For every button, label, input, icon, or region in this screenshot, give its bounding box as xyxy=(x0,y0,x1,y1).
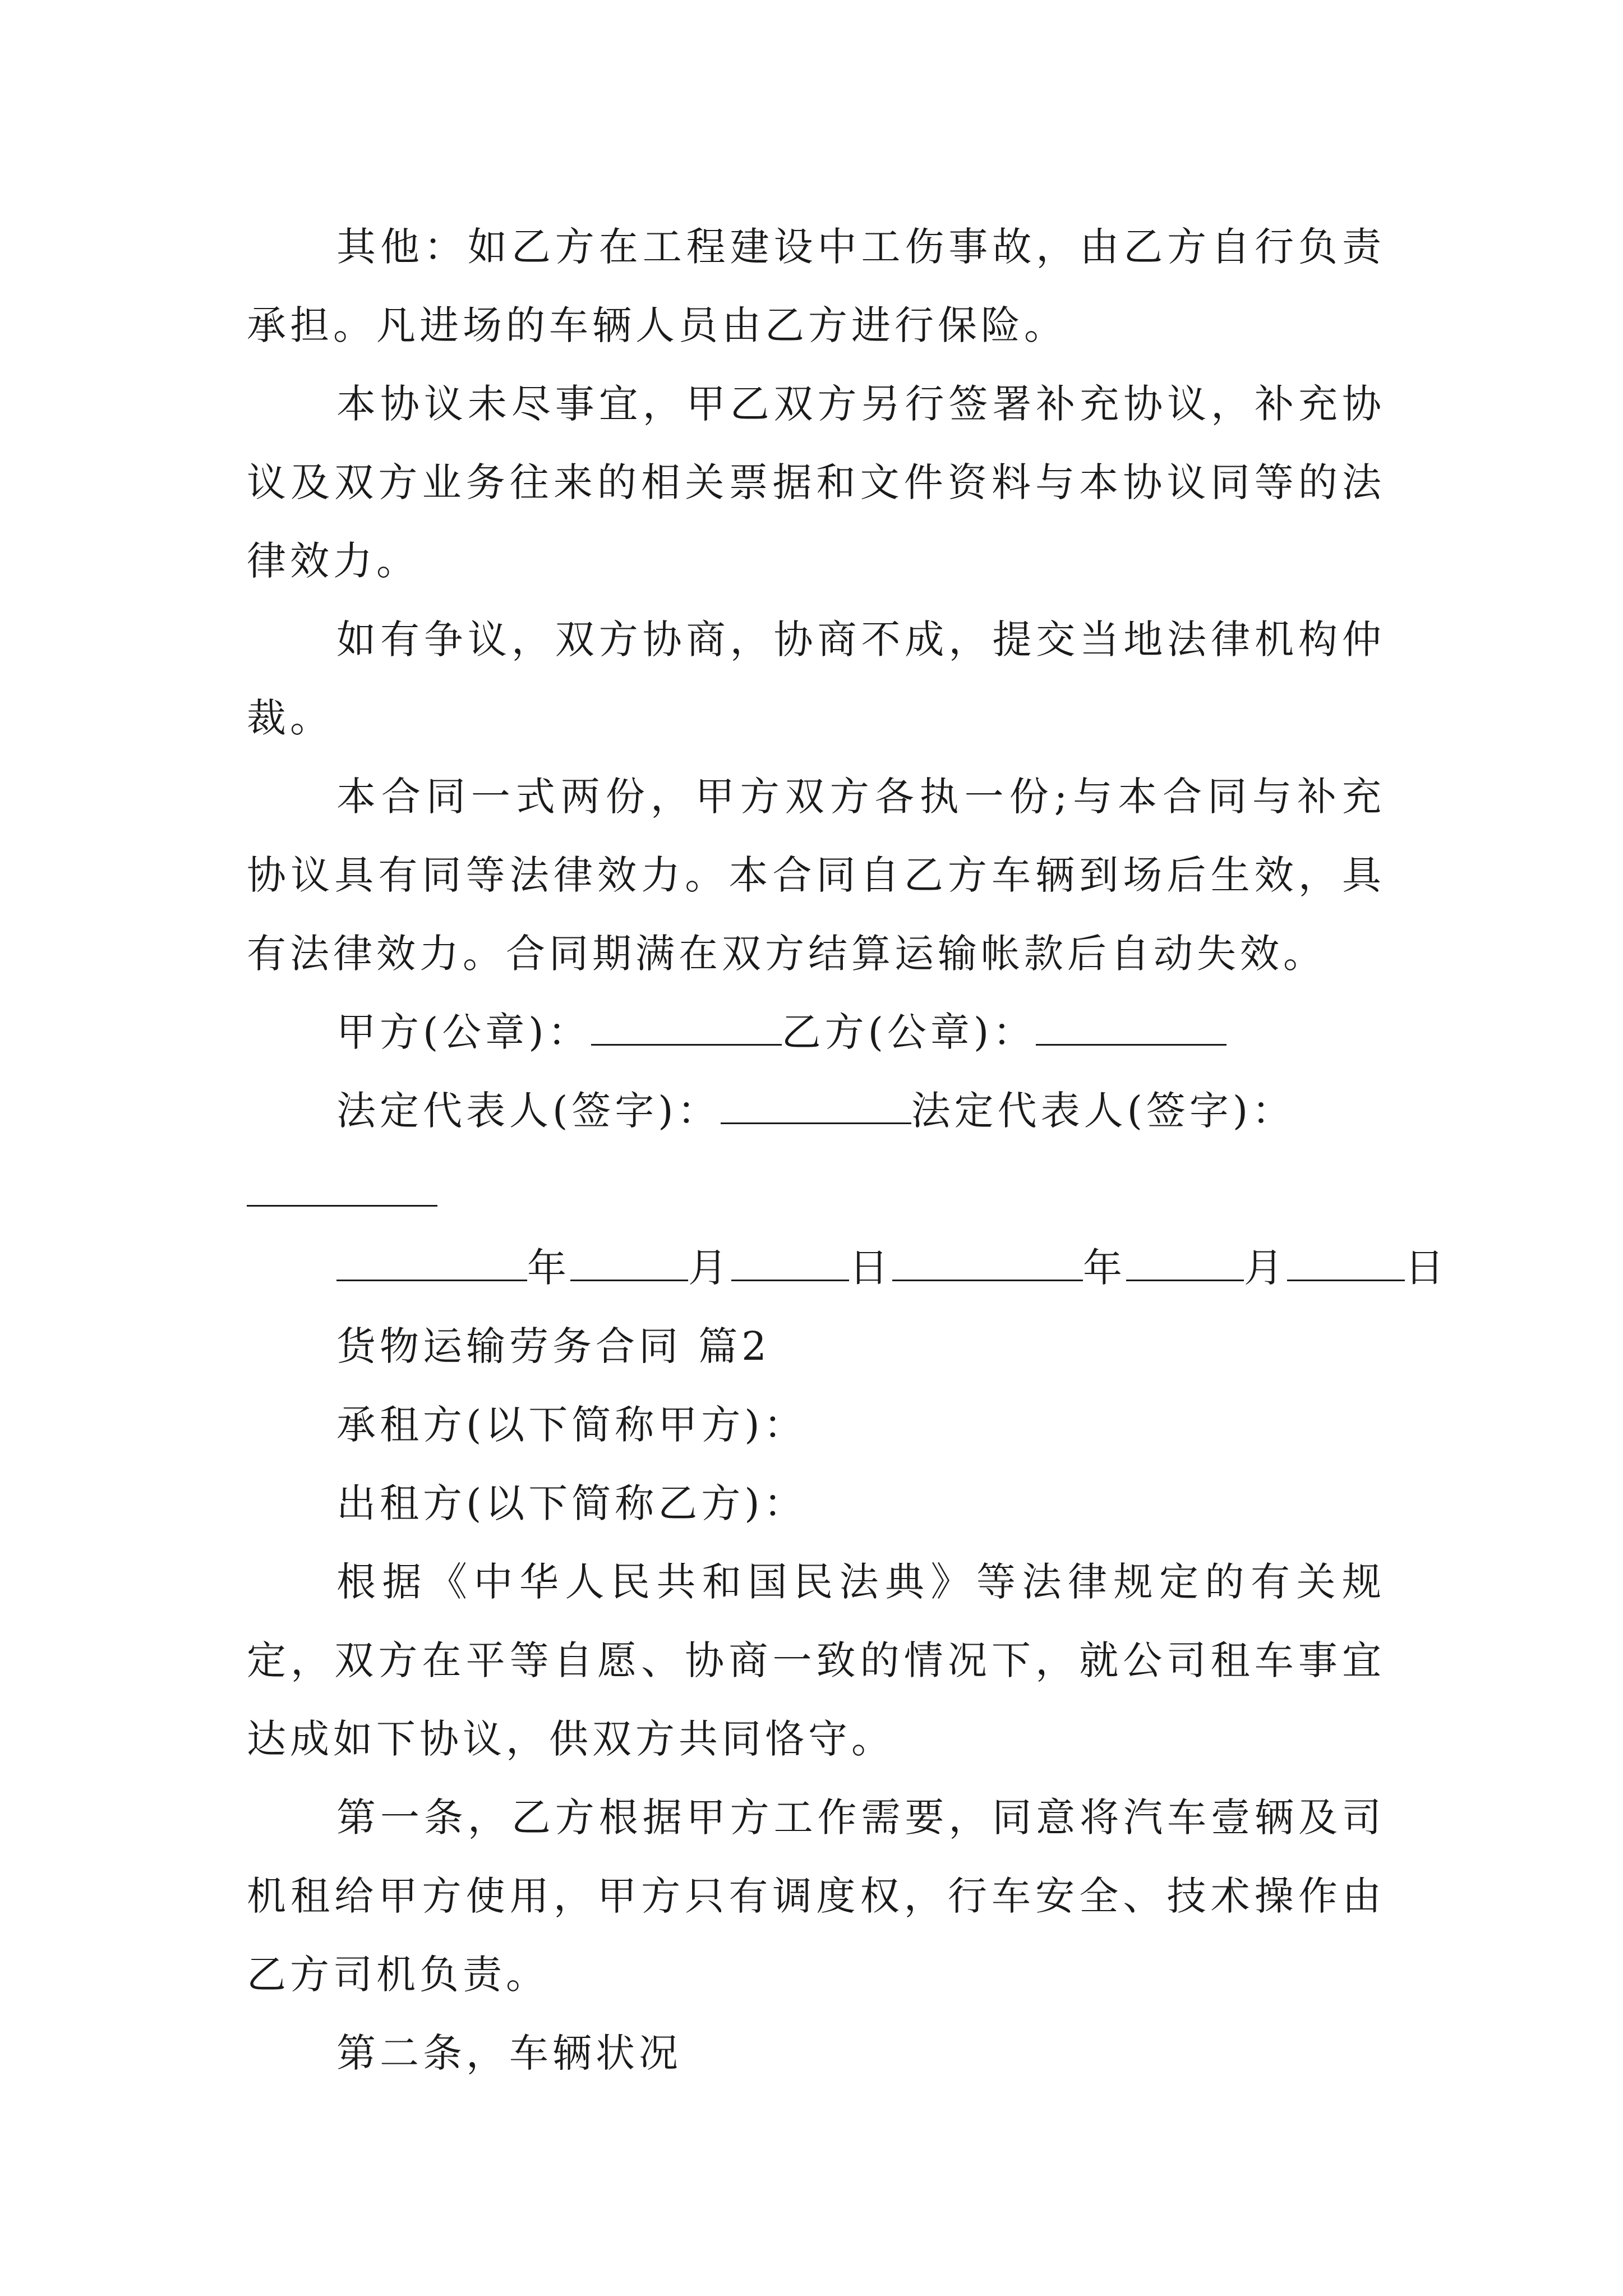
paragraph-legal-basis: 根据《中华人民共和国民法典》等法律规定的有关规定，双方在平等自愿、协商一致的情况下，就公司租车事宜达成如下协议，供双方共同恪守。 xyxy=(247,1559,1385,1762)
seal-line xyxy=(247,993,1385,1071)
paragraph-dispute-resolution: 如有争议，双方协商，协商不成，提交当地法律机构仲裁。 xyxy=(247,616,1385,741)
document-body xyxy=(247,208,1448,2092)
paragraph-article-1: 第一条，乙方根据甲方工作需要，同意将汽车壹辆及司机租给甲方使用，甲方只有调度权，行车安全、技术操作由乙方司机负责。 xyxy=(247,1795,1385,1998)
paragraph-article-2: 第二条，车辆状况 xyxy=(336,2030,682,2076)
date-a-day-blank xyxy=(731,1247,849,1281)
lessee-line: 承租方(以下简称甲方)： xyxy=(336,1402,807,1448)
paragraph-supplementary-agreement: 本协议未尽事宜，甲乙双方另行签署补充协议，补充协议及双方业务往来的相关票据和文件资料与本协议同等的法律效力。 xyxy=(247,381,1385,584)
party-b-rep-blank xyxy=(247,1172,437,1207)
lessor-line: 出租方(以下简称乙方)： xyxy=(336,1480,807,1526)
date-a-year-label: 年 xyxy=(527,1245,570,1291)
date-b-day-blank xyxy=(1287,1247,1405,1281)
party-a-seal-blank xyxy=(591,1011,782,1046)
representative-line xyxy=(247,1071,1385,1150)
date-b-year-label: 年 xyxy=(1083,1245,1126,1291)
date-b-day-label: 日 xyxy=(1405,1245,1448,1291)
party-b-rep-blank-line xyxy=(247,1150,1385,1228)
date-b-year-blank xyxy=(892,1247,1083,1281)
party-b-seal-label: 乙方(公章)： xyxy=(781,1009,1036,1055)
date-a-month-label: 月 xyxy=(688,1245,731,1291)
party-b-rep-label: 法定代表人(签字)： xyxy=(911,1088,1295,1134)
date-b-month-label: 月 xyxy=(1244,1245,1287,1291)
date-line xyxy=(247,1228,1448,1307)
party-a-rep-label: 法定代表人(签字)： xyxy=(336,1088,721,1134)
date-b-month-blank xyxy=(1126,1247,1244,1281)
paragraph-copies-validity: 本合同一式两份，甲方双方各执一份;与本合同与补充协议具有同等法律效力。本合同自乙方车辆到场后生效，具有法律效力。合同期满在双方结算运输帐款后自动失效。 xyxy=(247,774,1385,977)
paragraph-injury-clause: 其他：如乙方在工程建设中工伤事故，由乙方自行负责承担。凡进场的车辆人员由乙方进行保险。 xyxy=(247,224,1385,348)
date-a-day-label: 日 xyxy=(849,1245,892,1291)
section-2-title: 货物运输劳务合同 篇2 xyxy=(336,1323,771,1369)
party-b-seal-blank xyxy=(1036,1011,1227,1046)
party-a-seal-label: 甲方(公章)： xyxy=(336,1009,591,1055)
date-a-month-blank xyxy=(570,1247,688,1281)
date-a-year-blank xyxy=(336,1247,527,1281)
party-a-rep-blank xyxy=(721,1090,911,1124)
